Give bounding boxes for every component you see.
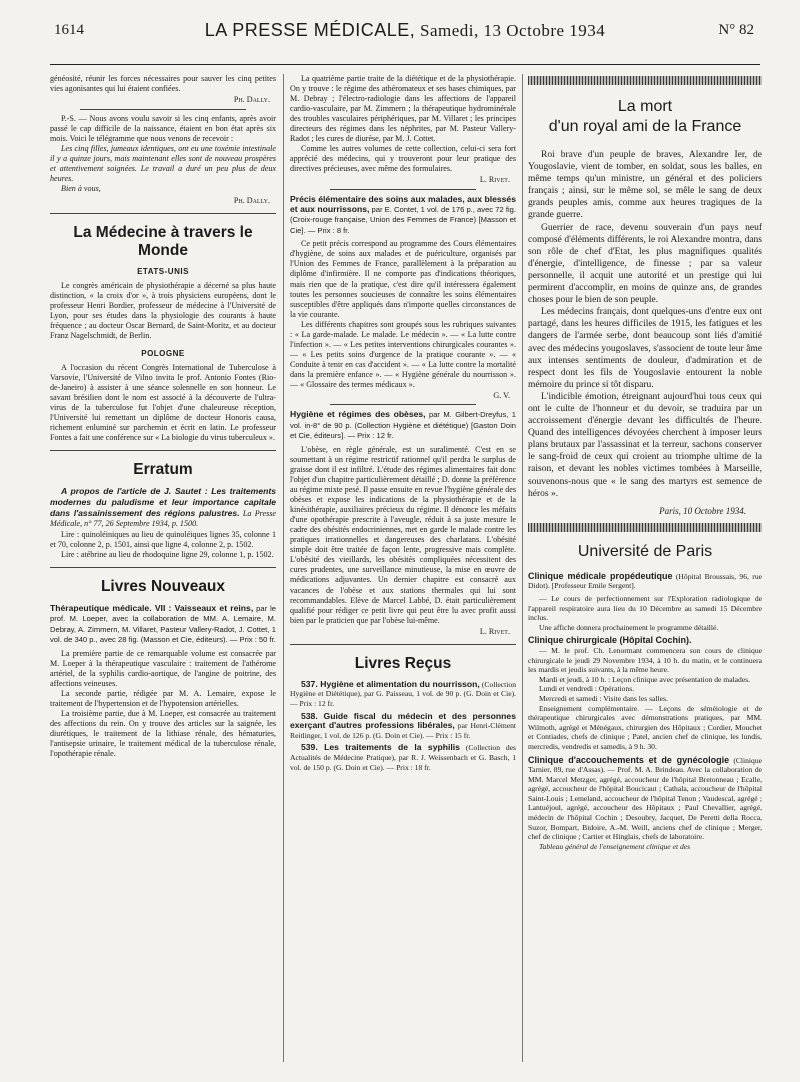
paragraph: Lire : quinoléiniques au lieu de quinoléiques lignes 35, colonne 1 et 70, colonne 2, p. 1501, ainsi que ligne 4, colonne 2, p. 1502. [50,529,276,549]
paragraph: L'obèse, en règle générale, est un suralimenté. C'est en se soumettant à un régime restrictif rationnel qu'il perdra le surplus de graisse dont il est infiltré. L'étude des régimes alimentaires fait donc l'objet d'un chapitre particulièrement détaillé ; D. donne la préférence au régime mixte pesé. Il passe ensuite en revue l'hygiène générale des obèses et expose les indications de la physiothérapie et de la kinésithérapie, auxiliaires précieux du régime. Il dénonce les méfaits d'une opothérapie prescrite à l'aveugle, réduit à sa juste mesure le cadre des obésités endocriniennes, met en garde le malade contre les pratiques irrationnelles et dangereuses des charlatans. L'obésité simple doit être traitée de façon lente, progressive mais complète. L'obésité des vieillards, les obésités compliquées nécessitent des cures prudentes, une surveillance minutieuse, la mise en œuvre de médications adjuvantes. Un dernier chapitre est consacré aux vacances de l'obèse et aux stations thermales qui lui sont recommandables. Elève de Marcel Labbé, D. était particulièrement qualifié pour rédiger ce petit livre qui peut être lu avec profit aussi bien par le praticien que par l'obèse lui-même. [290,444,516,625]
paragraph: Guerrier de race, devenu souverain d'un pays neuf composé d'éléments différents, le roi Alexandre montra, dans son rôle de chef d'Etat, les plus magnifiques qualités d'énergie, d'intelligence, de finesse ; par sa valeur personnelle, il acquit une autorité et un prestige qui lui permirent d'accomplir, en moins de quinze ans, de grandes choses pour le bien de son peuple. [528,222,762,306]
paragraph: La première partie de ce remarquable volume est consacrée par M. Loeper à la thérapeutique vasculaire : traitement de l'athérome artériel, de la syphilis cardio-aortique, de l'angine de poitrine, des affections veineuses. [50,649,276,689]
clinic-name: Clinique médicale propédeutique [528,570,673,581]
divider [50,213,276,214]
paragraph: L'indicible émotion, étreignant aujourd'hui tous ceux qui ont le culte de l'honneur et du devoir, se traduira par un accroissement d'énergie devant les difficultés de l'heure. Quand des intelligences dévoyées cherchent à imposer leurs plans brutaux par l'assassinat et la terreur, sachons conserver le sang-froid de ceux qui croient au triomphe ultime de la raison, et devant les nobles victimes tombées à Marseille, souvenons-nous que « le sang des martyrs est semence de héros ». [528,391,762,499]
book-reference: (Collection des Actualités de Médecine Pratique), par R. J. Weissenbach et G. Basch, 1 vol. de 150 p. (G. Doin et Cie). — Prix : 18 fr. [290,743,516,772]
book-entry [290,409,516,441]
journal-title [50,20,760,41]
list-item [290,680,516,709]
paragraph: — Le cours de perfectionnement sur l'Exploration radiologique de l'appareil respiratoire aura lieu du 10 Décembre au samedi 15 Décembre inclus. [528,594,762,623]
paragraph: généosité, réunir les forces nécessaires pour sauver les cinq petites vies agonisantes qui lui étaient confiées. [50,74,276,94]
divider [330,404,476,405]
clinic-name: Clinique chirurgicale (Hôpital Cochin). [528,635,692,646]
university-notices [528,572,762,852]
column-divider [283,74,284,1062]
decorative-band [528,76,762,85]
paragraph: Tableau général de l'enseignement clinique et des [539,841,691,851]
section-title-livres-nouveaux: Livres Nouveaux [100,577,226,595]
paragraph: Mardi et jeudi, à 10 h. : Leçon clinique avec présentation de malades. [539,674,751,684]
page-header [50,12,760,65]
paragraph: La quatrième partie traite de la diététique et de la physiothérapie. On y trouve : le régime des athéromateux et ses bases chimiques, par M. Debray ; l'électro-radiologie dans les affections de l'appareil cardio-vasculaire, par M. Zimmern ; la thérapeutique hydrominérale des troubles vasculaires périphériques, par M. Villaret ; les principes directeurs des régimes dans les néphrites, par M. Pasteur Vallery-Radot ; les cures de diurèse, par M. J. Cottet. [290,74,516,144]
paragraph: Le congrès américain de physiothérapie a décerné sa plus haute distinction, « la croix d'or », à trois physiciens européens, dont le professeur Henri Bordier, professeur de médecine à l'Université de Lyon, pour ses études dans la physiologie des courants à haute fréquence ; au docteur Oscar Bernard, de Saint-Moritz, et au docteur Franz Nagelschmidt, de Berlin. [50,280,276,340]
erratum-article: A propos de l'article de J. Sautet : Les traitements modernes du paludisme et leur importance capitale dans l'assainissement des régions palustres. [50,486,276,519]
divider [50,450,276,451]
column-right [528,74,762,1062]
publication-name: LA PRESSE MÉDICALE, [204,20,416,40]
subheading-pologne: POLOGNE [141,348,185,358]
paragraph: Ce petit précis correspond au programme des Cours élémentaires d'hygiène, de soins aux malades et de puériculture, organisés par l'Union des Femmes de France, parallèlement à la préparation au diplôme d'infirmière. Il ne comporte pas d'indications théoriques, mais rien que de la pratique, c'est dire qu'il intéressera également toutes les personnes soucieuses de connaître les soins élémentaires susceptibles d'être appliqués dans n'importe quelles circonstances de la vie courante. [290,239,516,319]
book-title: 538. Guide fiscal du médecin et des personnes exerçant d'autres professions libérales, [290,710,516,731]
section-title-universite: Université de Paris [577,542,713,560]
paragraph: Les cinq filles, jumeaux identiques, ont eu une toxémie intestinale il y a quinze jours, mais maintenant elles sont de nouveau prospères et attentivement soignées. Le travail a duré un peu plus de deux heures. [50,144,276,184]
paragraph: Une affiche donnera prochainement le programme détaillé. [539,622,719,632]
book-title: Hygiène et régimes des obèses, [290,409,426,420]
paragraph: Lire : atébrine au lieu de rhodoquine ligne 29, colonne 1, p. 1502. [61,549,274,559]
section-title-livres-recus: Livres Reçus [354,654,452,672]
paragraph: Bien à vous, [61,184,101,194]
paragraph: Enseignement complémentaire. — Leçons de séméiologie et de thérapeutique chirurgicales avec démonstrations pratiques, par MM. Wilmoth, agrégé et Ménégaux, chirurgien des Hôpitaux ; Cordier, Mouchet et Contiades, chefs de clinique ; Patel, ancien chef de clinique, les lundis, mercredis, vendredis et samedis, à 9 h. 30. [528,703,762,751]
book-title: Thérapeutique médicale. VII : Vaisseaux et reins, [50,602,254,613]
issue-date: Samedi, 13 Octobre 1934 [420,21,606,40]
clinic-name: Clinique d'accouchements et de gynécologie [528,754,730,765]
divider [80,109,246,110]
signature: Ph. Dally. [233,195,270,205]
notice-title [528,572,762,591]
book-entry [50,603,276,645]
erratum-source: La Presse Médicale, n° 77, 26 Septembre 1934, p. 1500. [50,509,276,529]
book-title: 539. Les traitements de la syphilis [301,742,460,753]
book-title: Précis élémentaire des soins aux malades, aux blessés et aux nourrissons, [290,193,516,214]
signature: G. V. [493,391,510,401]
paragraph: Les médecins français, dont quelques-uns d'entre eux ont partagé, dans les heures difficiles de 1915, les fatigues et les dangers de l'armée serbe, dont beaucoup sont liés d'amitié avec des médecins yougoslaves, s'associent de toute leur âme aux intenses sentiments de douleur, d'admiration et de respect dont les fils de Yougoslavie entourent la noble mémoire du prince si tôt disparu. [528,307,762,390]
list-item [290,712,516,741]
paragraph: Mercredi et samedi : Visite dans les salles. [539,693,668,703]
paragraph: Roi brave d'un peuple de braves, Alexandre Ier, de Yougoslavie, vient de tomber, en soldat, sous les balles, en même temps qu'un ministre, un général et des policiers français ; ainsi, sur le même sol, se mêle le sang de deux grands peuples amis, comme aux heures tragiques de la grande guerre. [528,150,762,221]
dateline: Paris, 10 Octobre 1934. [659,505,746,516]
paragraph: La troisième partie, due à M. Loeper, est consacrée au traitement des affections du rein. On y trouve des articles sur la saignée, les diurétiques, le traitement de la lithiase rénale, des hématuries, l'antisepsie urinaire, le traitement médical de la tuberculose rénale, l'opothérapie rénale. [50,709,276,759]
divider [50,567,276,568]
notice-title [528,636,762,646]
paragraph: Comme les autres volumes de cette collection, celui-ci sera fort apprécié des médecins, qui y trouveront pour leur pratique des directives précieuses, avec même des formulaires. [290,144,516,174]
book-reference: par E. Contet, 1 vol. de 176 p., avec 72 fig. (Croix-rouge française, Union des Femmes de France) [Masson et Cie]. — Prix : 8 fr. [290,204,516,235]
book-reference: par Henri-Clément Reitlinger, 1 vol. de 126 p. (G. Doin et Cie). — Prix : 15 fr. [290,721,516,740]
clinic-reference: (Clinique Tarnier, 89, rue d'Assas). — Prof. M. A. Brindeau. Avec la collaboration de MM. Marcel Metzger, agrégé, accoucheur de l'hôpital Bretonneau ; Ecalle, agrégé, accoucheur de l'hôpital Boucicaut ; Cathala, accoucheur de l'hôpital Saint-Louis ; Lemeland, accoucheur de l'hôpital Tenon ; Vaudescal, agrégé ; Lantuéjoul, agrégé, accoucheur des Hôpitaux ; Paul Chevallier, agrégé, médecin de l'hôpital Cochin ; Desoubry, Jacquet, De Peretti della Rocca, Suzor, Bompart, Bidoire, A.-M. Weill, anciens chef de clinique ; Merger, chef de clinique ; Cartier et Hinglais, chefs de laboratoire. [528,755,762,842]
column-middle [290,74,516,1062]
erratum-reference [50,486,276,529]
divider [290,644,516,645]
column-divider [522,74,523,1062]
issue-number: N° 82 [718,22,754,38]
subheading-etats-unis: ETATS-UNIS [137,266,189,276]
title-line: La mort [617,98,673,115]
book-reference: (Collection Hygiène et Diététique), par G. Paisseau, 1 vol. de 90 p. (G. Doin et Cie). — Prix : 12 fr. [290,679,516,708]
book-reference: par le prof. M. Loeper, avec la collaboration de MM. A. Lemaire, M. Debray, A. Zimmern, M. Villaret, Pasteur Vallery-Radot, J. Cottet, 1 vol. de 340 p., avec 28 fig. (Masson et Cie, éditeurs). — Prix : 50 fr. [50,603,276,645]
clinic-reference: (Hôpital Broussais, 96, rue Didot). [Professeur Emile Sergent]. [528,571,762,591]
signature: L. Rivet. [479,175,510,185]
list-item [290,743,516,772]
section-title-erratum: Erratum [133,461,193,479]
signature: L. Rivet. [479,626,510,636]
decorative-band [528,523,762,532]
paragraph: P.-S. — Nous avons voulu savoir si les cinq enfants, après avoir passé le cap difficile de la naissance, étaient en bon état après six mois. Voici le télégramme que nous venons de recevoir : [50,114,276,144]
signature: Ph. Dally. [233,95,270,105]
received-books-list [290,680,516,772]
divider [330,189,476,190]
paragraph: Les différents chapitres sont groupés sous les rubriques suivantes : « La garde-malade. Le malade. Le médecin ». — « La lutte contre l'infection ». — « Les petites interventions chirurgicales courantes ». — « Les petits soins d'urgence de la pratique courante ». — « Conduite à tenir en cas d'accident ». — « La lutte contre la mortalité dans la première enfance ». — « Hygiène générale du nourrisson ». — « Glossaire des termes médicaux ». [290,319,516,389]
notice-title [528,756,762,842]
section-title-mort [528,97,762,137]
column-left [50,74,276,1062]
paragraph: A l'occasion du récent Congrès International de Tuberculose à Varsovie, l'Université de Vilno invita le prof. Antonio Fontes (Rio-de-Janeiro) à assister à une séance solennelle en son honneur. Le savant brésilien dont le nom est associé à la découverte de l'ultra-virus de la tuberculose fut l'objet d'une chaleureuse réception, l'Université lui remettant un diplôme de docteur Honoris causa, richement enluminé sur parchemin et écrit en latin. Le professeur Fontes a fait une conférence sur « La biologie du virus tuberculeux ». [50,362,276,443]
title-line: d'un royal ami de la France [548,118,742,135]
paragraph: La seconde partie, rédigée par M. A. Lemaire, expose le traitement de l'hypertension et de l'hypotension artérielles. [50,689,276,709]
book-reference: par M. Gilbert-Dreyfus, 1 vol. in-8° de 90 p. (Collection Hygiène et diététique) [Gaston Doin et Cie, éditeurs]. — Prix : 12 fr. [290,410,516,441]
book-title: 537. Hygiène et alimentation du nourrisson, [301,678,480,689]
section-title-monde: La Médecine à travers le Monde [73,223,253,259]
paragraph: Lundi et vendredi : Opérations. [539,684,635,694]
tribute-text [528,149,762,517]
page-number: 1614 [54,22,84,38]
book-entry [290,194,516,236]
paragraph: — M. le prof. Ch. Lenormant commencera son cours de clinique chirurgicale le jeudi 29 Novembre 1934, à 10 h. du matin, et le continuera les mardis et jeudis suivants, à la même heure. [528,645,762,675]
